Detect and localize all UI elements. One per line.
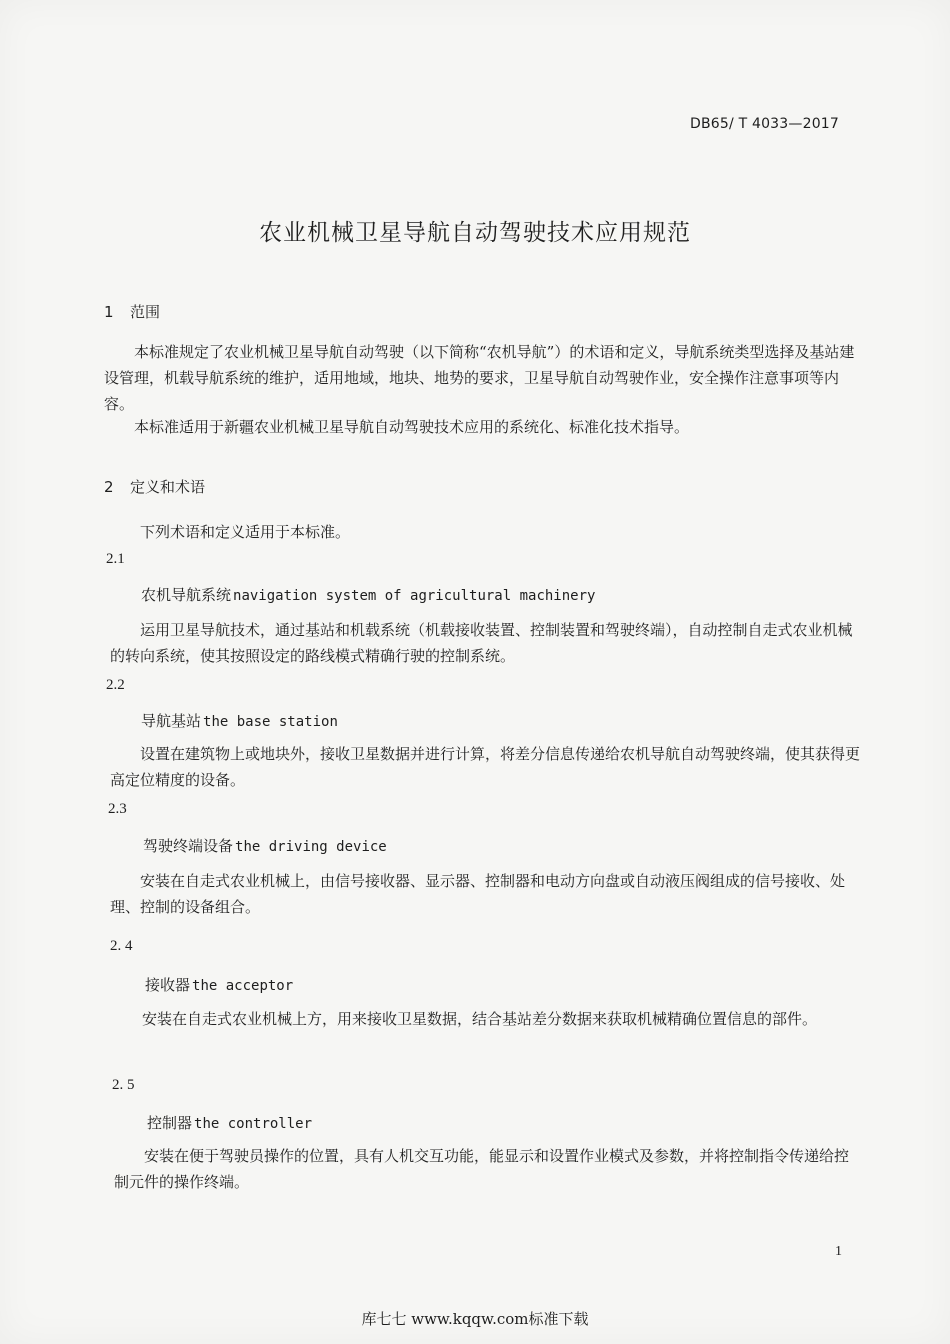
term-english: the acceptor — [192, 978, 294, 994]
term-english: the controller — [194, 1116, 313, 1132]
term-entry — [143, 835, 387, 856]
clause-number: 2.3 — [108, 801, 127, 817]
paragraph: 本标准适用于新疆农业机械卫星导航自动驾驶技术应用的系统化、标准化技术指导。 — [134, 418, 690, 436]
clause-number: 2.1 — [106, 551, 125, 567]
term-english: the base station — [203, 714, 338, 730]
term-definition: 运用卫星导航技术，通过基站和机载系统（机载接收装置、控制装置和驾驶终端），自动控制自走式农业机械的转向系统，使其按照设定的路线模式精确行驶的控制系统。 — [110, 621, 853, 665]
term-entry — [141, 584, 595, 605]
section-number: 2 — [104, 478, 114, 496]
standard-code: DB65/ T 4033—2017 — [690, 116, 840, 132]
term-entry — [147, 1112, 312, 1133]
term-definition: 安装在便于驾驶员操作的位置，具有人机交互功能，能显示和设置作业模式及参数，并将控制指令传递给控制元件的操作终端。 — [114, 1147, 850, 1191]
document-title: 农业机械卫星导航自动驾驶技术应用规范 — [259, 220, 691, 246]
section-title: 定义和术语 — [130, 478, 206, 496]
clause-number: 2. 4 — [110, 938, 133, 954]
page-number: 1 — [835, 1244, 842, 1259]
section-2-heading — [104, 476, 205, 497]
term-definition: 设置在建筑物上或地块外，接收卫星数据并进行计算，将差分信息传递给农机导航自动驾驶终端，使其获得更高定位精度的设备。 — [110, 745, 861, 789]
section-number: 1 — [104, 303, 114, 321]
section-title: 范围 — [130, 303, 161, 321]
term-english: the driving device — [235, 839, 387, 855]
clause-number: 2. 5 — [112, 1077, 135, 1093]
term-entry — [145, 974, 293, 995]
term-english: navigation system of agricultural machinery — [233, 588, 596, 604]
term-chinese: 导航基站 — [141, 712, 202, 730]
section-1-heading — [104, 301, 160, 322]
term-entry — [141, 710, 338, 731]
paragraph: 下列术语和定义适用于本标准。 — [140, 523, 351, 541]
paragraph: 本标准规定了农业机械卫星导航自动驾驶（以下简称“农机导航”）的术语和定义，导航系统类型选择及基站建设管理，机载导航系统的维护，适用地域，地块、地势的要求，卫星导航自动驾驶作业，安全操作注意事项等内容。 — [104, 343, 855, 413]
term-definition: 安装在自走式农业机械上方，用来接收卫星数据，结合基站差分数据来获取机械精确位置信息的部件。 — [142, 1010, 818, 1028]
term-definition: 安装在自走式农业机械上，由信号接收器、显示器、控制器和电动方向盘或自动液压阀组成的信号接收、处理、控制的设备组合。 — [110, 872, 846, 916]
footer-watermark: 库七七 www.kqqw.com标准下载 — [361, 1310, 589, 1328]
term-chinese: 接收器 — [145, 976, 191, 994]
term-chinese: 农机导航系统 — [141, 586, 232, 604]
clause-number: 2.2 — [106, 677, 125, 693]
term-chinese: 驾驶终端设备 — [143, 837, 234, 855]
term-chinese: 控制器 — [147, 1114, 193, 1132]
